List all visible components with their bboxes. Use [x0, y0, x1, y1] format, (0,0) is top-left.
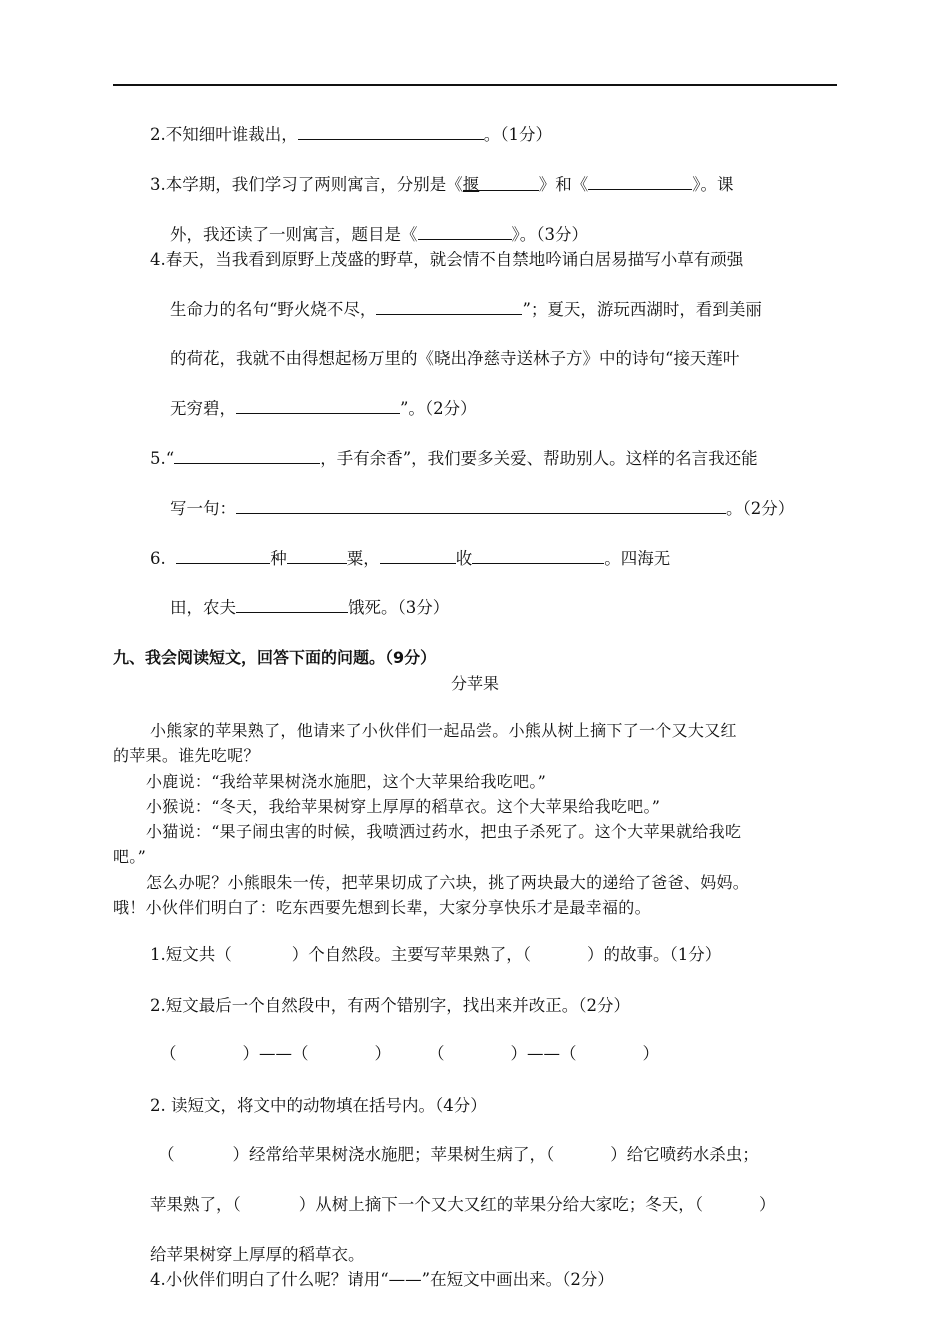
question-4-score: ”。（2分） [400, 399, 477, 418]
question-6-word-1: 种 [270, 549, 287, 568]
question-5-line-1 [150, 446, 758, 471]
answer-blank-poem-7[interactable] [236, 595, 348, 613]
answer-blank-saying[interactable] [236, 496, 726, 514]
question-3-text-2: 》和《 [538, 175, 589, 194]
bracket-close: ） [759, 1195, 776, 1214]
question-5-text-3: 写一句： [170, 499, 236, 518]
story-paragraph-5-cont: 哦！小伙伴们明白了：吃东西要先想到长辈，大家分享快乐才是最幸福的。 [113, 898, 651, 917]
answer-blank-quote[interactable] [174, 446, 320, 464]
question-6-word-3: 收 [455, 549, 473, 568]
correction-pair-2[interactable]: （ ）——（ ） [428, 1044, 659, 1063]
reading-question-3-text: ）经常给苹果树浇水施肥；苹果树生病了，（ [232, 1145, 555, 1164]
answer-blank-poem-3[interactable] [176, 546, 270, 564]
question-5-line-2 [170, 496, 794, 521]
question-4-text-4: 的荷花，我就不由得想起杨万里的《晓出净慈寺送林子方》中的诗句“接天莲叶 [170, 349, 740, 368]
reading-question-1-score: ）的故事。（1分） [587, 945, 722, 964]
reading-question-3-line-3: 给苹果树穿上厚厚的稻草衣。 [150, 1245, 365, 1264]
answer-blank-fable-3[interactable] [418, 222, 512, 240]
reading-question-3-text-3: 苹果熟了，（ [150, 1195, 241, 1214]
question-3-line-2 [170, 222, 588, 247]
answer-blank-poem-1[interactable] [376, 297, 522, 315]
reading-question-1-text: 1.短文共（ [150, 945, 232, 964]
question-6-number: 6. [150, 549, 166, 568]
correction-pair-1[interactable]: （ ）——（ ） [160, 1044, 391, 1063]
answer-blank-poem-4[interactable] [287, 546, 347, 564]
story-paragraph-2: 小鹿说：“我给苹果树浇水施肥，这个大苹果给我吃吧。” [146, 772, 547, 791]
reading-question-3: 2. 读短文，将文中的动物填在括号内。（4分） [150, 1096, 487, 1115]
header-rule [113, 84, 837, 86]
question-2-text: 2.不知细叶谁裁出， [150, 125, 298, 144]
question-5-text: 5.“ [150, 449, 175, 468]
reading-question-3-text-4: ）从树上摘下一个又大又红的苹果分给大家吃；冬天，（ [298, 1195, 703, 1214]
question-4-line-2 [170, 297, 762, 322]
answer-blank[interactable] [298, 122, 484, 140]
reading-question-4: 4.小伙伴们明白了什么呢？请用“——”在短文中画出来。（2分） [150, 1270, 614, 1289]
reading-question-3-line-1 [158, 1143, 759, 1167]
section-9-heading: 九、我会阅读短文，回答下面的问题。（9分） [113, 648, 437, 667]
question-5-text-2: ，手有余香”，我们要多关爱、帮助别人。这样的名言我还能 [320, 449, 758, 468]
answer-blank-poem-6[interactable] [472, 546, 604, 564]
question-5-score: 。（2分） [726, 499, 795, 518]
question-4-text-3: ”；夏天，游玩西湖时，看到美丽 [522, 300, 762, 319]
question-4-text-5: 无穷碧， [170, 399, 236, 418]
question-3-text: 3.本学期，我们学习了两则寓言，分别是《 [150, 175, 463, 194]
story-paragraph-1: 小熊家的苹果熟了，他请来了小伙伴们一起品尝。小熊从树上摘下了一个又大又红 [150, 721, 737, 740]
reading-question-3-line-2 [150, 1193, 776, 1217]
question-3-text-3: 》。课 [692, 175, 734, 194]
question-6-text: 。四海无 [604, 549, 671, 568]
story-paragraph-4: 小猫说：“果子闹虫害的时候，我喷洒过药水，把虫子杀死了。这个大苹果就给我吃 [146, 822, 742, 841]
question-2 [150, 122, 552, 147]
bracket-open: （ [158, 1145, 175, 1164]
question-4-line-3 [170, 347, 739, 371]
reading-question-2: 2.短文最后一个自然段中，有两个错别字，找出来并改正。（2分） [150, 996, 630, 1015]
answer-blank-fable-1[interactable] [462, 173, 539, 194]
reading-question-1 [150, 943, 721, 967]
question-4-text-2: 生命力的名句“野火烧不尽， [170, 300, 377, 319]
question-6-word-2: 粟， [346, 549, 380, 568]
reading-question-1-text-2: ）个自然段。主要写苹果熟了，（ [291, 945, 531, 964]
question-6-text-2: 田，农夫 [170, 598, 236, 617]
question-3-score: 》。（3分） [511, 225, 588, 244]
story-paragraph-3: 小猴说：“冬天，我给苹果树穿上厚厚的稻草衣。这个大苹果给我吃吧。” [146, 797, 661, 816]
question-6-line-2 [170, 595, 449, 620]
answer-blank-poem-5[interactable] [380, 546, 456, 564]
question-4-text: 4.春天，当我看到原野上茂盛的野草，就会情不自禁地吟诵白居易描写小草有顽强 [150, 250, 744, 269]
question-4-line-1 [150, 248, 743, 272]
question-4-line-4 [170, 396, 477, 421]
handwritten-fill: 揠 [462, 175, 480, 194]
question-6-line-1 [150, 546, 670, 571]
answer-blank-poem-2[interactable] [236, 396, 400, 414]
story-paragraph-1-cont: 的苹果。谁先吃呢？ [113, 746, 260, 765]
question-3-line-1 [150, 172, 734, 197]
question-2-score: 。（1分） [483, 125, 552, 144]
story-title: 分苹果 [450, 674, 499, 693]
question-3-text-4: 外，我还读了一则寓言，题目是《 [170, 225, 418, 244]
story-paragraph-5: 怎么办呢？小熊眼朱一传，把苹果切成了六块，挑了两块最大的递给了爸爸、妈妈。 [146, 873, 750, 892]
reading-question-3-text-2: ）给它喷药水杀虫； [610, 1145, 759, 1164]
answer-blank-fable-2[interactable] [588, 172, 692, 190]
story-paragraph-4-cont: 吧。” [113, 847, 147, 866]
question-6-score: 饿死。（3分） [348, 598, 450, 617]
